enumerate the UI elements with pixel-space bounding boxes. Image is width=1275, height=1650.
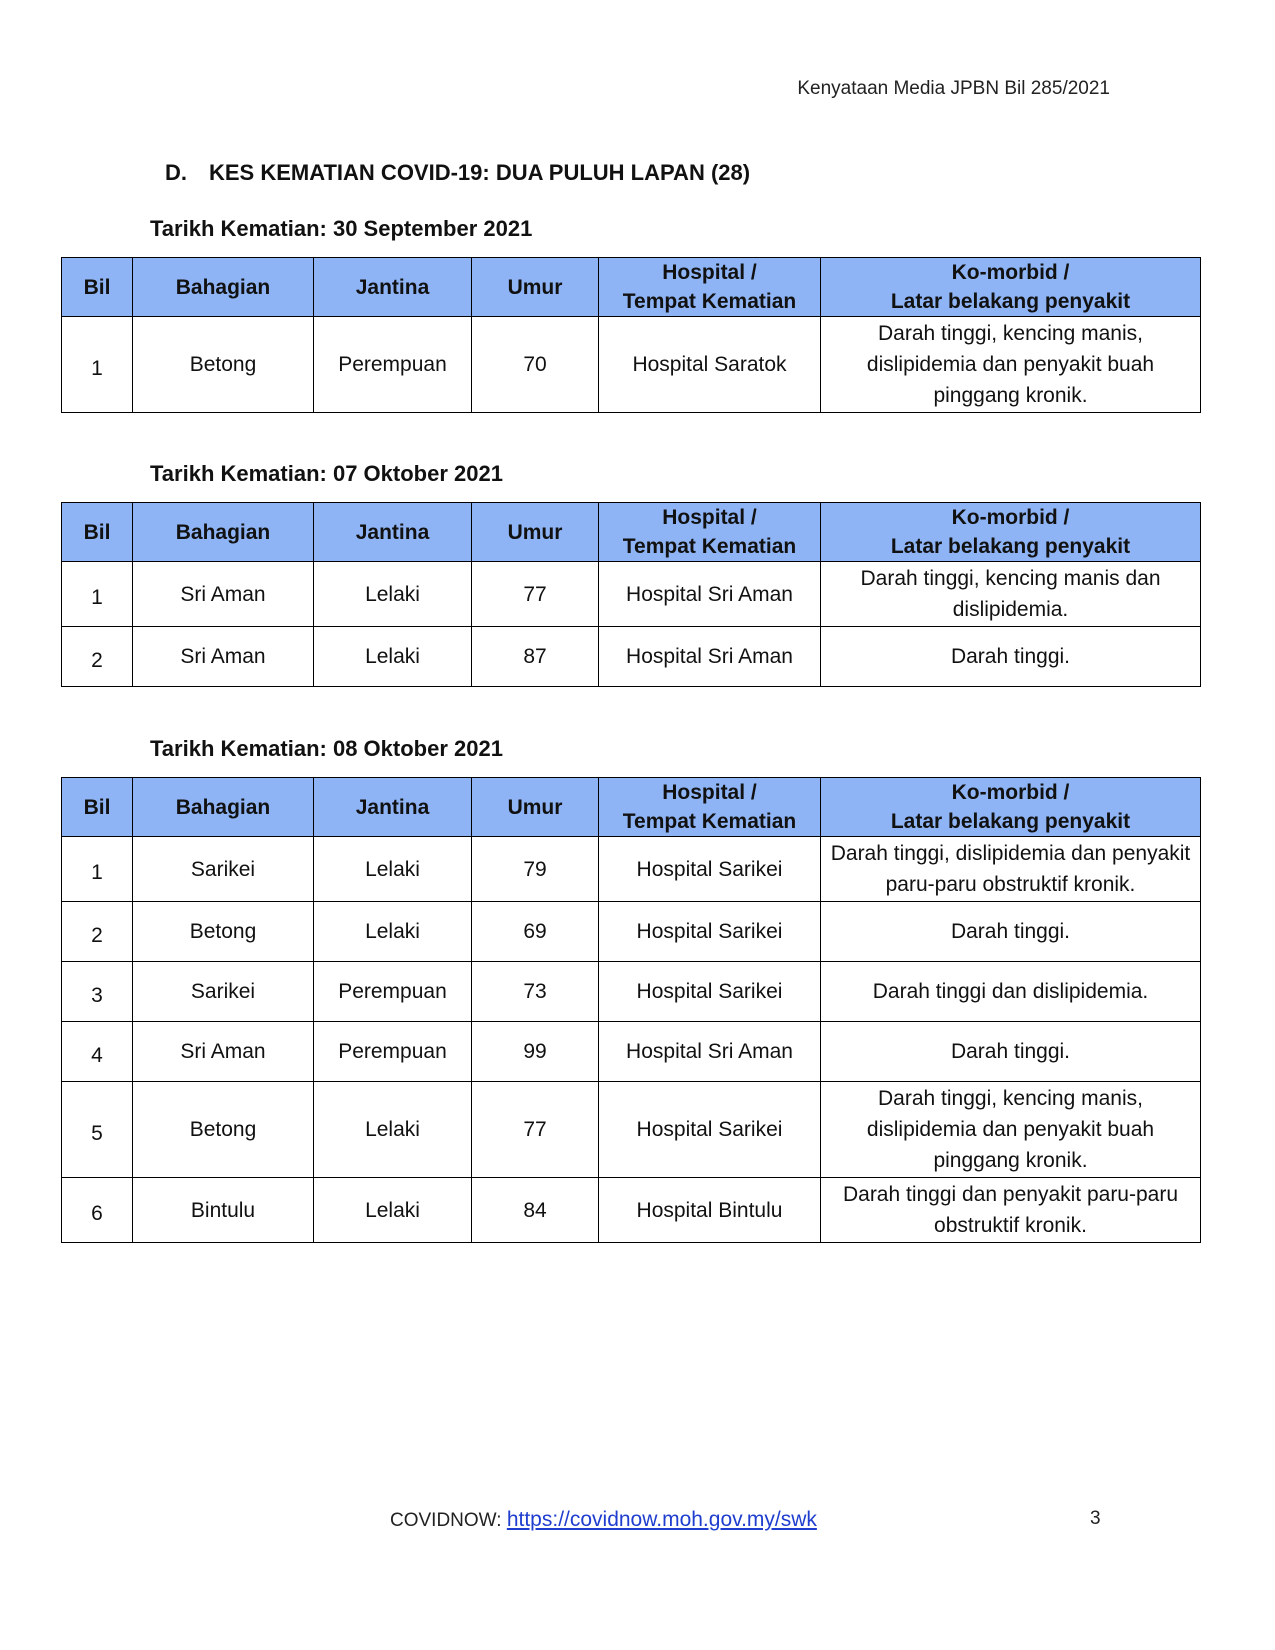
cell-komorbid: Darah tinggi. (821, 1022, 1201, 1082)
cell-bahagian: Sri Aman (133, 1022, 314, 1082)
cell-hospital: Hospital Saratok (599, 317, 821, 413)
table-row (62, 562, 1201, 627)
cell-bahagian: Betong (133, 317, 314, 413)
table-header-row (62, 778, 1201, 837)
section-letter: D. (165, 160, 187, 185)
cell-bil: 2 (62, 902, 133, 962)
col-bahagian: Bahagian (133, 778, 314, 837)
col-jantina: Jantina (314, 503, 472, 562)
cell-jantina: Lelaki (314, 1082, 472, 1178)
col-komorbid-line2: Latar belakang penyakit (890, 290, 1131, 313)
cell-bil: 1 (62, 837, 133, 902)
cell-komorbid: Darah tinggi dan dislipidemia. (821, 962, 1201, 1022)
col-hospital (599, 503, 821, 562)
cell-bil: 6 (62, 1178, 133, 1243)
cell-jantina: Lelaki (314, 902, 472, 962)
cell-hospital: Hospital Sarikei (599, 837, 821, 902)
col-hospital-line1: Hospital / (662, 506, 757, 529)
deaths-table-1 (61, 257, 1201, 413)
cell-jantina: Perempuan (314, 962, 472, 1022)
section-title (165, 160, 750, 186)
page-number: 3 (1090, 1508, 1101, 1529)
cell-hospital: Hospital Sarikei (599, 962, 821, 1022)
col-jantina: Jantina (314, 778, 472, 837)
col-komorbid (821, 778, 1201, 837)
col-hospital-line2: Tempat Kematian (622, 290, 797, 313)
cell-bahagian: Betong (133, 902, 314, 962)
cell-hospital: Hospital Sri Aman (599, 627, 821, 687)
cell-komorbid: Darah tinggi, dislipidemia dan penyakit paru-paru obstruktif kronik. (821, 837, 1201, 902)
col-hospital (599, 258, 821, 317)
col-komorbid (821, 503, 1201, 562)
cell-bahagian: Sarikei (133, 962, 314, 1022)
table-row (62, 962, 1201, 1022)
cell-jantina: Lelaki (314, 1178, 472, 1243)
cell-bil: 1 (62, 317, 133, 413)
cell-umur: 77 (472, 562, 599, 627)
cell-bil: 5 (62, 1082, 133, 1178)
cell-bil: 1 (62, 562, 133, 627)
cell-hospital: Hospital Sarikei (599, 1082, 821, 1178)
col-jantina: Jantina (314, 258, 472, 317)
cell-bil: 4 (62, 1022, 133, 1082)
section-title-text: KES KEMATIAN COVID-19: DUA PULUH LAPAN (28) (209, 160, 751, 185)
date-title-3: Tarikh Kematian: 08 Oktober 2021 (150, 736, 503, 761)
cell-jantina: Perempuan (314, 1022, 472, 1082)
header-reference: Kenyataan Media JPBN Bil 285/2021 (797, 78, 1110, 99)
table-header-row (62, 503, 1201, 562)
deaths-table-3 (61, 777, 1201, 1243)
col-komorbid (821, 258, 1201, 317)
cell-umur: 73 (472, 962, 599, 1022)
table-row (62, 837, 1201, 902)
col-komorbid-line1: Ko-morbid / (951, 781, 1070, 804)
cell-komorbid: Darah tinggi, kencing manis, dislipidemia dan penyakit buah pinggang kronik. (821, 317, 1201, 413)
cell-bahagian: Sarikei (133, 837, 314, 902)
col-umur: Umur (472, 258, 599, 317)
table-row (62, 627, 1201, 687)
table-row (62, 1082, 1201, 1178)
footer-label: COVIDNOW: (390, 1510, 502, 1531)
cell-hospital: Hospital Sarikei (599, 902, 821, 962)
cell-umur: 77 (472, 1082, 599, 1178)
cell-jantina: Perempuan (314, 317, 472, 413)
cell-komorbid: Darah tinggi, kencing manis, dislipidemia dan penyakit buah pinggang kronik. (821, 1082, 1201, 1178)
col-komorbid-line1: Ko-morbid / (951, 261, 1070, 284)
col-bil: Bil (62, 778, 133, 837)
col-bil: Bil (62, 258, 133, 317)
cell-bahagian: Sri Aman (133, 627, 314, 687)
date-title-1: Tarikh Kematian: 30 September 2021 (150, 216, 533, 241)
cell-komorbid: Darah tinggi dan penyakit paru-paru obstruktif kronik. (821, 1178, 1201, 1243)
cell-umur: 99 (472, 1022, 599, 1082)
covidnow-link[interactable]: https://covidnow.moh.gov.my/swk (506, 1508, 817, 1531)
cell-jantina: Lelaki (314, 627, 472, 687)
col-hospital-line1: Hospital / (662, 261, 757, 284)
date-title-2: Tarikh Kematian: 07 Oktober 2021 (150, 461, 503, 486)
cell-umur: 87 (472, 627, 599, 687)
col-umur: Umur (472, 503, 599, 562)
footer (390, 1508, 817, 1532)
deaths-table-2 (61, 502, 1201, 687)
cell-hospital: Hospital Sri Aman (599, 562, 821, 627)
col-bahagian: Bahagian (133, 503, 314, 562)
table-header-row (62, 258, 1201, 317)
cell-bahagian: Sri Aman (133, 562, 314, 627)
cell-bil: 3 (62, 962, 133, 1022)
col-hospital-line1: Hospital / (662, 781, 757, 804)
cell-komorbid: Darah tinggi, kencing manis dan dislipidemia. (821, 562, 1201, 627)
cell-jantina: Lelaki (314, 562, 472, 627)
cell-bil: 2 (62, 627, 133, 687)
cell-umur: 84 (472, 1178, 599, 1243)
table-row (62, 1022, 1201, 1082)
col-komorbid-line2: Latar belakang penyakit (890, 810, 1131, 833)
cell-umur: 69 (472, 902, 599, 962)
cell-hospital: Hospital Bintulu (599, 1178, 821, 1243)
col-hospital-line2: Tempat Kematian (622, 810, 797, 833)
table-row (62, 1178, 1201, 1243)
col-hospital-line2: Tempat Kematian (622, 535, 797, 558)
table-row (62, 902, 1201, 962)
cell-hospital: Hospital Sri Aman (599, 1022, 821, 1082)
col-bil: Bil (62, 503, 133, 562)
col-bahagian: Bahagian (133, 258, 314, 317)
col-umur: Umur (472, 778, 599, 837)
col-komorbid-line1: Ko-morbid / (951, 506, 1070, 529)
cell-jantina: Lelaki (314, 837, 472, 902)
cell-komorbid: Darah tinggi. (821, 627, 1201, 687)
col-hospital (599, 778, 821, 837)
cell-bahagian: Betong (133, 1082, 314, 1178)
cell-umur: 70 (472, 317, 599, 413)
cell-umur: 79 (472, 837, 599, 902)
cell-bahagian: Bintulu (133, 1178, 314, 1243)
col-komorbid-line2: Latar belakang penyakit (890, 535, 1131, 558)
cell-komorbid: Darah tinggi. (821, 902, 1201, 962)
table-row (62, 317, 1201, 413)
